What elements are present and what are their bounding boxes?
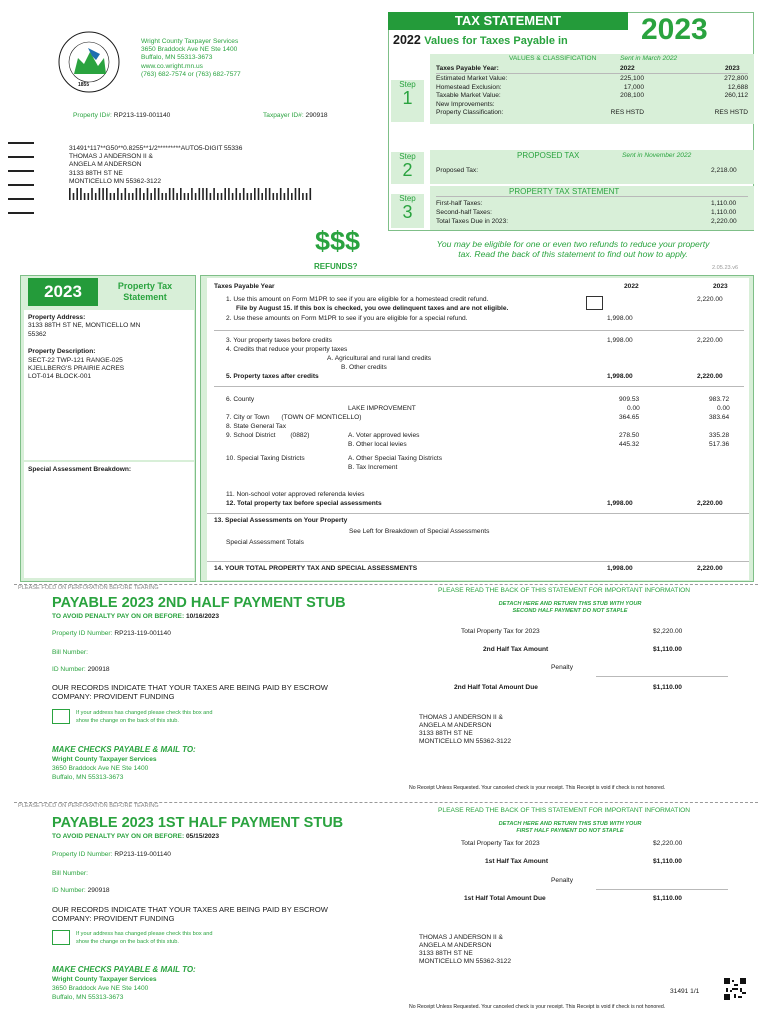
line9b-text: B. Other local levies — [348, 441, 407, 448]
left-panel-title — [101, 281, 189, 303]
special-assessment-label: Special Assessment Breakdown: — [28, 466, 132, 473]
line2-text: 2. Use these amounts on Form M1PR to see if you are eligible for a special refund. — [226, 315, 468, 322]
step2-panel — [430, 150, 754, 184]
county-contact — [141, 38, 241, 79]
stub1-owner4: MONTICELLO MN 55362-3122 — [419, 958, 511, 965]
stub1-bill-label: Bill Number: — [52, 870, 88, 877]
line3-text: 3. Your property taxes before credits — [226, 337, 332, 344]
line11-text: 11. Non-school voter approved referenda levies — [226, 491, 365, 498]
sent-november: Sent in November 2022 — [622, 152, 692, 159]
stub1-address-checkbox[interactable] — [52, 930, 70, 945]
stub2-id-label: ID Number: — [52, 666, 86, 673]
property-address-line1: 3133 88TH ST NE, MONTICELLO MN — [28, 322, 141, 330]
delinquent-checkbox[interactable] — [586, 296, 603, 310]
line4-text: 4. Credits that reduce your property taxes — [226, 346, 348, 353]
step3-number: 3 — [402, 202, 413, 222]
first-half-label: First-half Taxes: — [436, 200, 483, 207]
stub2-total-value: $2,220.00 — [653, 628, 683, 635]
left-panel-title2: Statement — [123, 292, 167, 302]
owner-line4: MONTICELLO MN 55362-3122 — [69, 177, 161, 185]
step2-badge — [391, 152, 424, 184]
stub2-escrow1: OUR RECORDS INDICATE THAT YOUR TAXES ARE BEING PAID BY ESCROW — [52, 683, 328, 692]
postal-barcode — [69, 188, 319, 200]
stub2-penalty-date: 10/16/2023 — [185, 613, 219, 620]
stub2-half-label: 2nd Half Tax Amount — [483, 646, 549, 653]
stub2-owner1: THOMAS J ANDERSON II & — [419, 714, 503, 721]
line10-text: 10. Special Taxing Districts — [226, 455, 305, 462]
stub1-id — [52, 887, 110, 894]
total-due-label: Total Taxes Due in 2023: — [436, 218, 509, 225]
step2-label: Step — [399, 152, 416, 161]
stub2-addr-change2: show the change on the back of this stub. — [76, 718, 179, 724]
lake-2023: 0.00 — [717, 405, 730, 412]
line1-2023: 2,220.00 — [697, 296, 723, 303]
stub2-half-value: $1,110.00 — [653, 646, 682, 653]
stub1-page: 31491 1/1 — [670, 988, 700, 995]
values-header — [393, 33, 568, 47]
sent-march: Sent in March 2022 — [620, 55, 678, 62]
stub1-half-label: 1st Half Tax Amount — [485, 858, 549, 865]
refunds-message — [390, 239, 756, 259]
stub2-address-checkbox[interactable] — [52, 709, 70, 724]
stub2-pay2: 3650 Braddock Ave NE Ste 1400 — [52, 765, 149, 772]
stub2-pay3: Buffalo, MN 55313-3673 — [52, 774, 124, 781]
stub2-bill-label: Bill Number: — [52, 649, 88, 656]
stub1-pid — [52, 851, 171, 858]
line13-see: See Left for Breakdown of Special Assessments — [349, 528, 490, 535]
statement-title: TAX STATEMENT — [388, 12, 628, 30]
line12-2022: 1,998.00 — [607, 500, 633, 507]
stub1-pay2: 3650 Braddock Ave NE Ste 1400 — [52, 985, 149, 992]
line14-text: 14. YOUR TOTAL PROPERTY TAX AND SPECIAL ASSESSMENTS — [214, 565, 418, 572]
step1-row-2023: 12,688 — [727, 83, 748, 91]
stub1-pay1: Wright County Taxpayer Services — [52, 976, 157, 983]
stub1-total-label: Total Property Tax for 2023 — [461, 840, 540, 847]
detail-header-label: Taxes Payable Year — [214, 283, 275, 290]
line14-2023: 2,220.00 — [697, 565, 723, 572]
total-due-value: 2,220.00 — [711, 218, 737, 225]
line9b-2023: 517.36 — [709, 441, 730, 448]
stub1-penalty-label: TO AVOID PENALTY PAY ON OR BEFORE: — [52, 833, 185, 840]
line7-text — [226, 414, 361, 421]
stub1-owner1: THOMAS J ANDERSON II & — [419, 934, 503, 941]
values-text: Values for Taxes Payable in — [424, 35, 568, 47]
values-year: 2022 — [393, 33, 421, 47]
stub2-escrow2: COMPANY: PROVIDENT FUNDING — [52, 692, 175, 701]
county-phones: (763) 682-7574 or (763) 682-7577 — [141, 70, 241, 78]
county-seal — [48, 30, 130, 94]
stub2-penalty-line — [596, 676, 728, 677]
stub1-pid-value: RP213-119-001140 — [114, 851, 171, 858]
stub1-detach1: DETACH HERE AND RETURN THIS STUB WITH YOUR — [498, 821, 642, 827]
taxpayer-id-line — [263, 112, 328, 119]
step1-row-2022: 17,000 — [623, 83, 644, 91]
stub2-payto — [52, 755, 157, 782]
margin-marks — [8, 142, 34, 214]
property-id-value: RP213-119-001140 — [113, 112, 171, 119]
line9-num: (0882) — [290, 432, 310, 439]
step3-label: Step — [399, 194, 416, 203]
stub2-penalty-label: TO AVOID PENALTY PAY ON OR BEFORE: — [52, 613, 185, 620]
stub2-detach1: DETACH HERE AND RETURN THIS STUB WITH YOUR — [498, 601, 642, 607]
step1-row-2022: 208,100 — [620, 92, 644, 100]
stub2-owner3: 3133 88TH ST NE — [419, 730, 473, 737]
step1-number: 1 — [402, 88, 413, 108]
divider-a — [214, 330, 744, 331]
line9b-2022: 445.32 — [619, 441, 640, 448]
step2-number: 2 — [402, 160, 413, 180]
statement-year: 2023 — [641, 13, 708, 46]
stub2-checks-label: MAKE CHECKS PAYABLE & MAIL TO: — [52, 745, 196, 754]
line5-text: 5. Property taxes after credits — [226, 373, 319, 380]
values-classification: VALUES & CLASSIFICATION — [509, 55, 597, 62]
step1-row-2023: RES HSTD — [714, 109, 748, 117]
stub1-penalty-row: Penalty — [551, 877, 573, 884]
perforation-right-1: PLEASE READ THE BACK OF THIS STATEMENT FOR IMPORTANT INFORMATION — [438, 587, 691, 594]
line13-text: 13. Special Assessments on Your Property — [214, 517, 348, 524]
left-panel-year: 2023 — [28, 278, 98, 306]
stub2-owner2: ANGELA M ANDERSON — [419, 722, 492, 729]
step1-badge — [391, 80, 424, 122]
step3-badge — [391, 194, 424, 228]
line7-2022: 364.65 — [619, 414, 640, 421]
stub1-detach — [496, 821, 644, 835]
stub1-penalty-line — [596, 889, 728, 890]
stub1-pid-label: Property ID Number: — [52, 851, 113, 858]
step1-row-2023: 260,112 — [724, 92, 748, 100]
stub1-title: PAYABLE 2023 1ST HALF PAYMENT STUB — [52, 815, 344, 831]
county-web[interactable]: www.co.wright.mn.us — [141, 62, 203, 70]
line9-label: 9. School District — [226, 432, 276, 439]
step1-label: Step — [399, 80, 416, 89]
line7-2023: 383.64 — [709, 414, 730, 421]
stub2-due-label: 2nd Half Total Amount Due — [454, 684, 538, 691]
line1-text: 1. Use this amount on Form M1PR to see if you are eligible for a homestead credit refund. — [226, 296, 489, 303]
second-half-value: 1,110.00 — [711, 209, 737, 216]
stub2-owner — [419, 714, 511, 746]
stub1-id-value: 290918 — [87, 887, 110, 894]
line9a-2023: 335.28 — [709, 432, 730, 439]
stub2-pid-value: RP213-119-001140 — [114, 630, 171, 637]
line6-2022: 909.53 — [619, 396, 640, 403]
stub1-checks-label: MAKE CHECKS PAYABLE & MAIL TO: — [52, 965, 196, 974]
line9a-2022: 278.50 — [619, 432, 640, 439]
line4a-text: A. Agricultural and rural land credits — [327, 355, 432, 362]
taxes-payable-year-label: Taxes Payable Year: — [436, 65, 499, 72]
form-code: 2.05.23.v6 — [712, 265, 739, 271]
refunds-line2: tax. Read the back of this statement to find out how to apply. — [458, 249, 688, 259]
stub2-due-value: $1,110.00 — [653, 684, 682, 691]
property-description-line1: SECT-22 TWP-121 RANGE-025 — [28, 356, 123, 364]
stub2-penalty-row: Penalty — [551, 664, 573, 671]
stub2-receipt: No Receipt Unless Requested. Your canceled check is your receipt. This Receipt is void if check is not honored. — [409, 785, 666, 791]
owner-line1: THOMAS J ANDERSON II & — [69, 153, 153, 161]
mailing-block — [69, 145, 242, 186]
proposed-tax-label: Proposed Tax: — [436, 167, 479, 174]
line7-town: (TOWN OF MONTICELLO) — [281, 414, 362, 421]
stub2-pay1: Wright County Taxpayer Services — [52, 756, 157, 763]
step1-divider — [436, 73, 748, 74]
stub1-detach2: FIRST HALF PAYMENT DO NOT STAPLE — [516, 828, 624, 834]
line7-label: 7. City or Town — [226, 414, 270, 421]
property-address-label: Property Address: — [28, 314, 86, 321]
step1-row-label: Taxable Market Value: — [436, 92, 501, 100]
property-description-line3: LOT-014 BLOCK-001 — [28, 373, 92, 381]
stub2-owner4: MONTICELLO MN 55362-3122 — [419, 738, 511, 745]
stub1-escrow2: COMPANY: PROVIDENT FUNDING — [52, 914, 175, 923]
detail-col-2023: 2023 — [713, 283, 728, 290]
divider-d — [207, 561, 749, 562]
stub1-addr-change2: show the change on the back of this stub. — [76, 939, 179, 945]
refunds-dollars: $$$ — [315, 226, 361, 256]
stub1-due-label: 1st Half Total Amount Due — [464, 895, 546, 902]
left-panel-title1: Property Tax — [117, 281, 173, 291]
stub2-penalty — [52, 613, 219, 620]
taxpayer-id-label: Taxpayer ID#: — [263, 112, 304, 119]
step1-col-2023: 2023 — [725, 65, 740, 72]
stub1-owner — [419, 934, 511, 966]
stub2-id-value: 290918 — [87, 666, 110, 673]
seal-year: 1855 — [78, 82, 90, 88]
line10b-text: B. Tax Increment — [348, 464, 398, 471]
stub1-penalty — [52, 833, 219, 840]
property-description-label: Property Description: — [28, 348, 96, 356]
line9-text — [226, 432, 309, 439]
property-address-line2: 55362 — [28, 330, 47, 338]
stub2-total-label: Total Property Tax for 2023 — [461, 628, 540, 635]
step1-col-2022: 2022 — [620, 65, 635, 72]
proposed-tax-title: PROPOSED TAX — [517, 151, 580, 160]
property-description-line2: KJELLBERG'S PRAIRIE ACRES — [28, 365, 125, 373]
line3-2023: 2,220.00 — [697, 337, 723, 344]
stub1-receipt: No Receipt Unless Requested. Your canceled check is your receipt. This Receipt is void if check is not honored. — [409, 1004, 666, 1010]
stub1-penalty-date: 05/15/2023 — [185, 833, 219, 840]
proposed-tax-value: 2,218.00 — [711, 167, 737, 174]
perforation-left-2: PLEASE FOLD ON PERFORATION BEFORE TEARING — [18, 803, 159, 809]
stub1-escrow1: OUR RECORDS INDICATE THAT YOUR TAXES ARE BEING PAID BY ESCROW — [52, 905, 328, 914]
line9a-text: A. Voter approved levies — [348, 432, 420, 439]
property-tax-statement-title: PROPERTY TAX STATEMENT — [509, 187, 620, 196]
step1-row-label: Estimated Market Value: — [436, 75, 508, 82]
stub1-escrow — [52, 905, 328, 923]
stub2-detach — [496, 601, 644, 615]
stub2-id — [52, 666, 110, 673]
step1-row-2022: 225,100 — [620, 75, 644, 82]
stub2-pid — [52, 630, 171, 637]
qr-code — [724, 978, 746, 1000]
stub1-due-value: $1,110.00 — [653, 895, 682, 902]
detail-col-2022: 2022 — [624, 283, 639, 290]
line12-text: 12. Total property tax before special assessments — [226, 500, 382, 507]
first-half-value: 1,110.00 — [711, 200, 737, 207]
step1-row-2022: RES HSTD — [610, 109, 644, 117]
stub1-half-value: $1,110.00 — [653, 858, 682, 865]
stub2-address-change — [76, 709, 213, 725]
step3-divider — [436, 196, 748, 197]
line5-2023: 2,220.00 — [697, 373, 723, 380]
special-assessment-box — [24, 462, 194, 578]
stub1-id-label: ID Number: — [52, 887, 86, 894]
county-addr1: 3650 Braddock Ave NE Ste 1400 — [141, 46, 238, 54]
line10a-text: A. Other Special Taxing Districts — [348, 455, 443, 462]
lake-text: LAKE IMPROVEMENT — [348, 405, 416, 412]
line8-text: 8. State General Tax — [226, 423, 286, 430]
property-id-label: Property ID#: — [73, 112, 112, 119]
divider-b — [214, 386, 744, 387]
stub1-pay3: Buffalo, MN 55313-3673 — [52, 994, 124, 1001]
stub2-pid-label: Property ID Number: — [52, 630, 113, 637]
stub1-owner2: ANGELA M ANDERSON — [419, 942, 492, 949]
perforation-left-1: PLEASE FOLD ON PERFORATION BEFORE TEARING — [18, 585, 159, 591]
stub1-addr-change1: If your address has changed please check this box and — [76, 931, 213, 937]
step1-row-label: Homestead Exclusion: — [436, 83, 502, 91]
stub1-owner3: 3133 88TH ST NE — [419, 950, 473, 957]
line12-2023: 2,220.00 — [697, 500, 723, 507]
lake-2022: 0.00 — [627, 405, 640, 412]
stub2-detach2: SECOND HALF PAYMENT DO NOT STAPLE — [512, 608, 628, 614]
mail-code: 31491*117**G50**0.8255**1/2*********AUTO5-DIGIT 55336 — [69, 145, 243, 152]
line1b-text: File by August 15. If this box is checked, you owe delinquent taxes and are not eligible. — [236, 305, 509, 312]
property-id-line — [73, 112, 170, 119]
line6-text: 6. County — [226, 396, 255, 403]
line6-2023: 983.72 — [709, 396, 730, 403]
line3-2022: 1,998.00 — [607, 337, 633, 344]
refunds-label: REFUNDS? — [314, 262, 358, 271]
divider-c — [207, 513, 749, 514]
line14-2022: 1,998.00 — [607, 565, 633, 572]
refunds-line1: You may be eligible for one or even two refunds to reduce your property — [436, 239, 710, 249]
step1-row-label: New Improvements: — [436, 100, 495, 108]
stub1-address-change — [76, 930, 213, 946]
second-half-label: Second-half Taxes: — [436, 209, 492, 216]
stub2-addr-change1: If your address has changed please check this box and — [76, 710, 213, 716]
owner-line2: ANGELA M ANDERSON — [69, 161, 142, 169]
stub2-escrow — [52, 683, 328, 701]
line5-2022: 1,998.00 — [607, 373, 633, 380]
county-name: Wright County Taxpayer Services — [141, 38, 239, 45]
stub1-total-value: $2,220.00 — [653, 840, 683, 847]
stub1-payto — [52, 975, 157, 1002]
line13-total: Special Assessment Totals — [226, 539, 304, 546]
left-panel-info — [24, 310, 194, 460]
line2-2022: 1,998.00 — [607, 315, 633, 322]
perforation-right-2: PLEASE READ THE BACK OF THIS STATEMENT FOR IMPORTANT INFORMATION — [438, 807, 691, 814]
step1-row-label: Property Classification: — [436, 109, 504, 117]
step1-row-2023: 272,800 — [724, 75, 748, 82]
owner-line3: 3133 88TH ST NE — [69, 169, 123, 177]
taxpayer-id-value: 290918 — [305, 112, 328, 119]
line4b-text: B. Other credits — [341, 364, 387, 371]
county-addr2: Buffalo, MN 55313-3673 — [141, 54, 213, 62]
stub2-title: PAYABLE 2023 2ND HALF PAYMENT STUB — [52, 595, 346, 611]
